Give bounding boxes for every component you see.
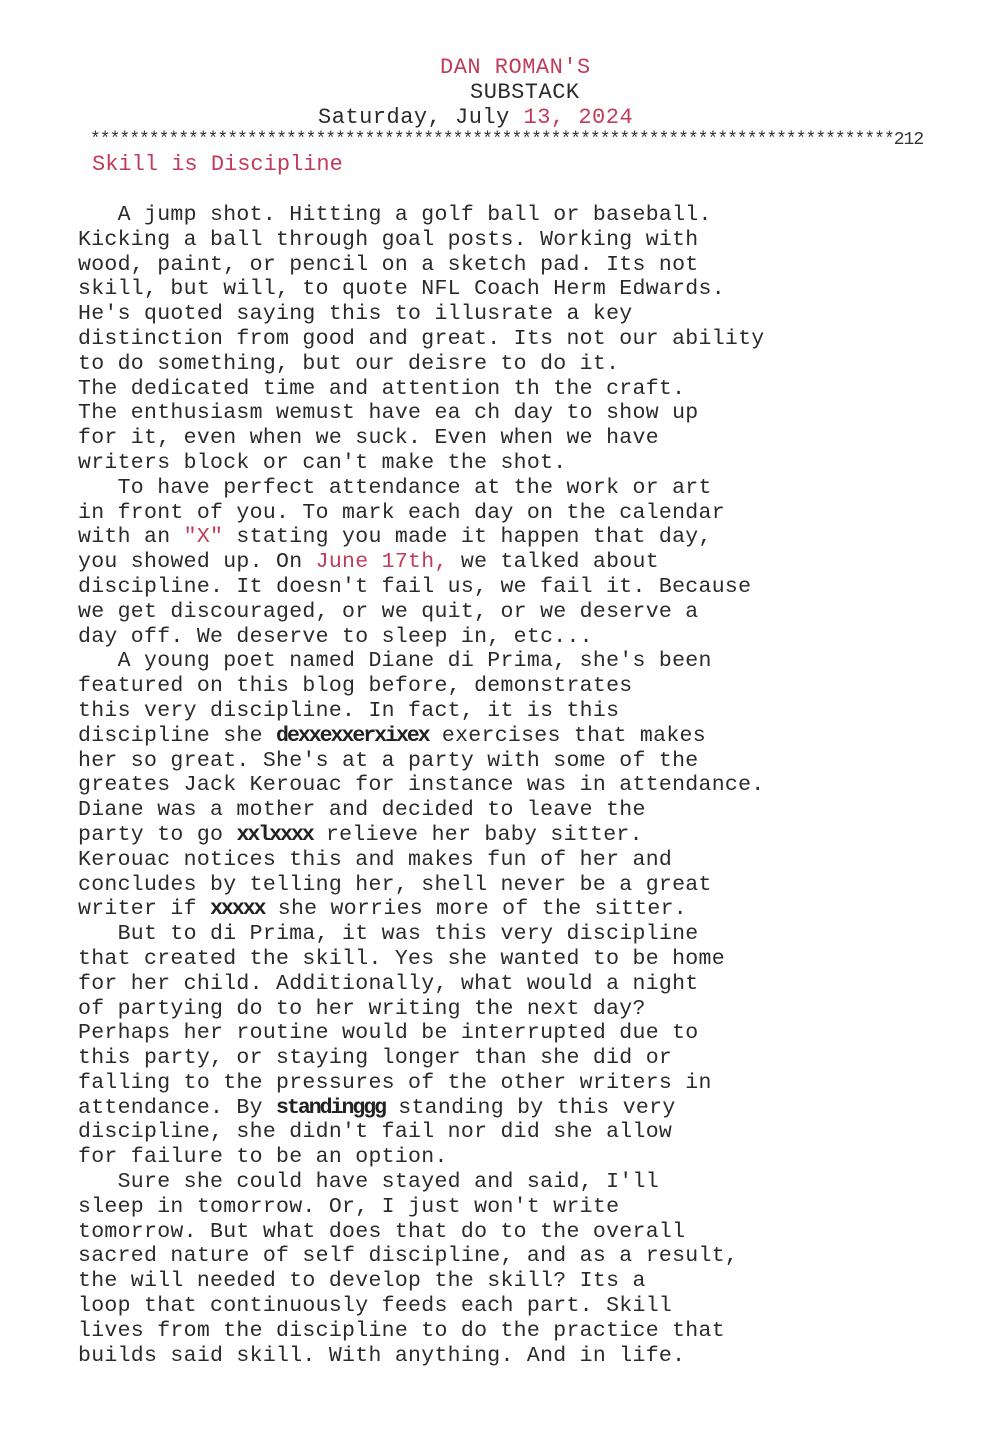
body-text: attendance. By [78, 1095, 277, 1120]
body-line: for failure to be an option. [78, 1145, 448, 1170]
body-line [78, 897, 938, 922]
body-line [78, 724, 938, 749]
body-line: discipline. It doesn't fail us, we fail it. Because [78, 574, 752, 599]
body-line: builds said skill. With anything. And in life. [78, 1343, 686, 1368]
body-line: Diane was a mother and decided to leave the [78, 798, 646, 823]
struck-out-text: standinggg [276, 1095, 386, 1120]
body-line: Sure she could have stayed and said, I'll [78, 1170, 659, 1195]
body-text: with an [78, 525, 184, 550]
body-line: A jump shot. Hitting a golf ball or baseball. [78, 203, 712, 227]
body-line: Kerouac notices this and makes fun of her and [78, 847, 673, 872]
body-line: To have perfect attendance at the work or art [78, 475, 712, 500]
body-text: you showed up. On [78, 550, 316, 575]
body-line: Kicking a ball through goal posts. Working with [78, 227, 699, 252]
body-text: stating you made it happen that day, [223, 525, 712, 550]
body-line: in front of you. To mark each day on the calendar [78, 500, 725, 525]
body-line: The enthusiasm wemust have ea ch day to show up [78, 401, 699, 426]
body-line: distinction from good and great. Its not our ability [78, 326, 765, 351]
body-text: relieve her baby sitter. [312, 822, 643, 847]
body-line: Perhaps her routine would be interrupted due to [78, 1021, 699, 1046]
body-text: writer if [78, 897, 211, 922]
body-line: of partying do to her writing the next day? [78, 996, 646, 1021]
body-line: He's quoted saying this to illusrate a key [78, 302, 633, 327]
date-year: 2024 [564, 105, 634, 130]
body-text: discipline she [78, 723, 277, 748]
body-line: greates Jack Kerouac for instance was in attendance. [78, 773, 765, 798]
struck-out-text: xxlxxxx [236, 822, 313, 847]
date-reference-link[interactable]: June 17th, [315, 550, 448, 575]
struck-out-text: xxxxx [210, 897, 265, 922]
body-line: that created the skill. Yes she wanted to be home [78, 946, 725, 971]
body-text: party to go [78, 822, 237, 847]
body-line: this very discipline. In fact, it is this [78, 698, 620, 723]
body-line: sleep in tomorrow. Or, I just won't write [78, 1194, 620, 1219]
body-line: for her child. Additionally, what would a night [78, 971, 699, 996]
body-text: she worries more of the sitter. [264, 897, 688, 922]
struck-out-text: dexxexxerxixex [276, 723, 429, 748]
body-line [78, 1096, 938, 1121]
newsletter-subtitle: SUBSTACK [470, 80, 580, 105]
body-line [78, 823, 938, 848]
body-text: standing by this very [385, 1095, 676, 1120]
body-line: A young poet named Diane di Prima, she's been [78, 649, 712, 674]
body-line: The dedicated time and attention th the craft. [78, 376, 686, 401]
body-line [78, 550, 938, 575]
body-line: But to di Prima, it was this very discipline [78, 922, 699, 947]
body-line: concludes by telling her, shell never be a great [78, 872, 712, 897]
article-body [78, 203, 938, 1368]
body-line: this party, or staying longer than she did or [78, 1046, 673, 1071]
x-mark-quote: "X" [183, 525, 224, 550]
publication-date [318, 105, 633, 130]
body-text: exercises that makes [428, 723, 706, 748]
body-line: her so great. She's at a party with some of the [78, 748, 699, 773]
body-line: featured on this blog before, demonstrates [78, 674, 633, 699]
date-prefix: Saturday, July [318, 105, 524, 130]
body-line: we get discouraged, or we quit, or we deserve a [78, 599, 699, 624]
star-separator: **********************************************************************************212 [90, 130, 924, 150]
body-line [78, 525, 938, 550]
body-text: we talked about [447, 550, 659, 575]
body-line: writers block or can't make the shot. [78, 450, 567, 475]
body-line: for it, even when we suck. Even when we have [78, 426, 659, 451]
body-line: sacred nature of self discipline, and as a result, [78, 1244, 739, 1269]
newsletter-title: DAN ROMAN'S [440, 55, 591, 80]
body-line: day off. We deserve to sleep in, etc... [78, 624, 593, 649]
body-line: skill, but will, to quote NFL Coach Herm Edwards. [78, 277, 725, 302]
body-line: wood, paint, or pencil on a sketch pad. Its not [78, 252, 699, 277]
body-line: lives from the discipline to do the practice that [78, 1318, 725, 1343]
body-line: discipline, she didn't fail nor did she allow [78, 1120, 673, 1145]
date-day: 13, [523, 105, 565, 130]
body-line: loop that continuously feeds each part. Skill [78, 1294, 673, 1319]
body-line: falling to the pressures of the other writers in [78, 1070, 712, 1095]
article-title: Skill is Discipline [92, 152, 343, 177]
body-line: the will needed to develop the skill? Its a [78, 1269, 646, 1294]
body-line: tomorrow. But what does that do to the overall [78, 1219, 686, 1244]
body-line: to do something, but our deisre to do it. [78, 351, 620, 376]
